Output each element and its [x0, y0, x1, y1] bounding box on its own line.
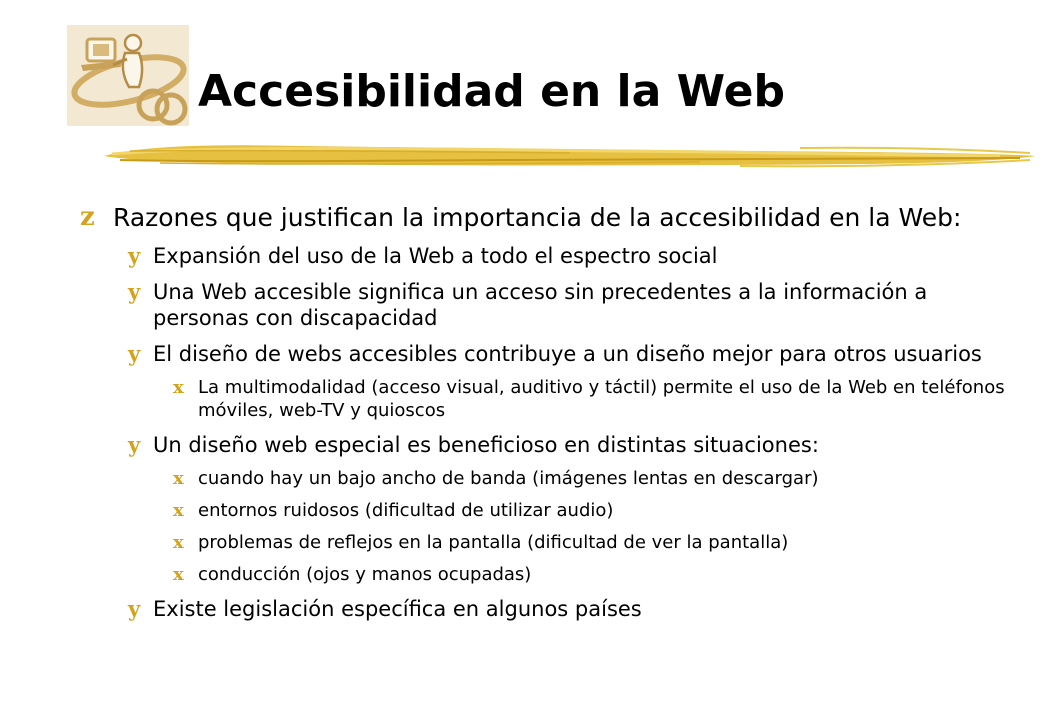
bullet-list [80, 198, 1010, 622]
bullet-y-icon: y [128, 596, 141, 621]
list-item-text: conducción (ojos y manos ocupadas) [198, 564, 532, 585]
bullet-y-icon: y [128, 432, 141, 457]
bullet-x-icon: x [173, 564, 184, 585]
bullet-y-icon: y [128, 341, 141, 366]
bullet-x-icon: x [173, 532, 184, 553]
list-item-text: Una Web accesible significa un acceso sin precedentes a la información a personas con discapacidad [153, 280, 928, 330]
list-item-text: problemas de reflejos en la pantalla (dificultad de ver la pantalla) [198, 532, 789, 553]
list-item [128, 243, 1010, 269]
brush-stroke-divider [100, 132, 1040, 184]
slide-title: Accesibilidad en la Web [198, 66, 785, 117]
list-item-text: La multimodalidad (acceso visual, auditivo y táctil) permite el uso de la Web en teléfonos móviles, web-TV y quioscos [198, 377, 1005, 421]
list-item-text: cuando hay un bajo ancho de banda (imágenes lentas en descargar) [198, 468, 819, 489]
list-item-text: entornos ruidosos (dificultad de utilizar audio) [198, 500, 614, 521]
bullet-y-icon: y [128, 279, 141, 304]
bullet-x-icon: x [173, 468, 184, 489]
list-item-text: Expansión del uso de la Web a todo el espectro social [153, 244, 718, 268]
list-item-text: Un diseño web especial es beneficioso en distintas situaciones: [153, 433, 819, 457]
list-item [128, 432, 1010, 458]
list-item-text: Razones que justifican la importancia de la accesibilidad en la Web: [113, 203, 962, 232]
bullet-x-icon: x [173, 500, 184, 521]
bullet-y-icon: y [128, 243, 141, 268]
list-item [173, 376, 1010, 422]
list-item [173, 499, 1010, 522]
list-item [80, 202, 1010, 233]
list-item [128, 596, 1010, 622]
person-at-computer-logo-icon [67, 25, 189, 126]
list-item [128, 341, 1010, 367]
bullet-z-icon: z [80, 202, 95, 232]
list-item [173, 563, 1010, 586]
list-item-text: El diseño de webs accesibles contribuye a un diseño mejor para otros usuarios [153, 342, 982, 366]
list-item [173, 531, 1010, 554]
list-item [173, 467, 1010, 490]
bullet-x-icon: x [173, 377, 184, 398]
list-item [128, 279, 1010, 331]
list-item-text: Existe legislación específica en algunos países [153, 597, 642, 621]
